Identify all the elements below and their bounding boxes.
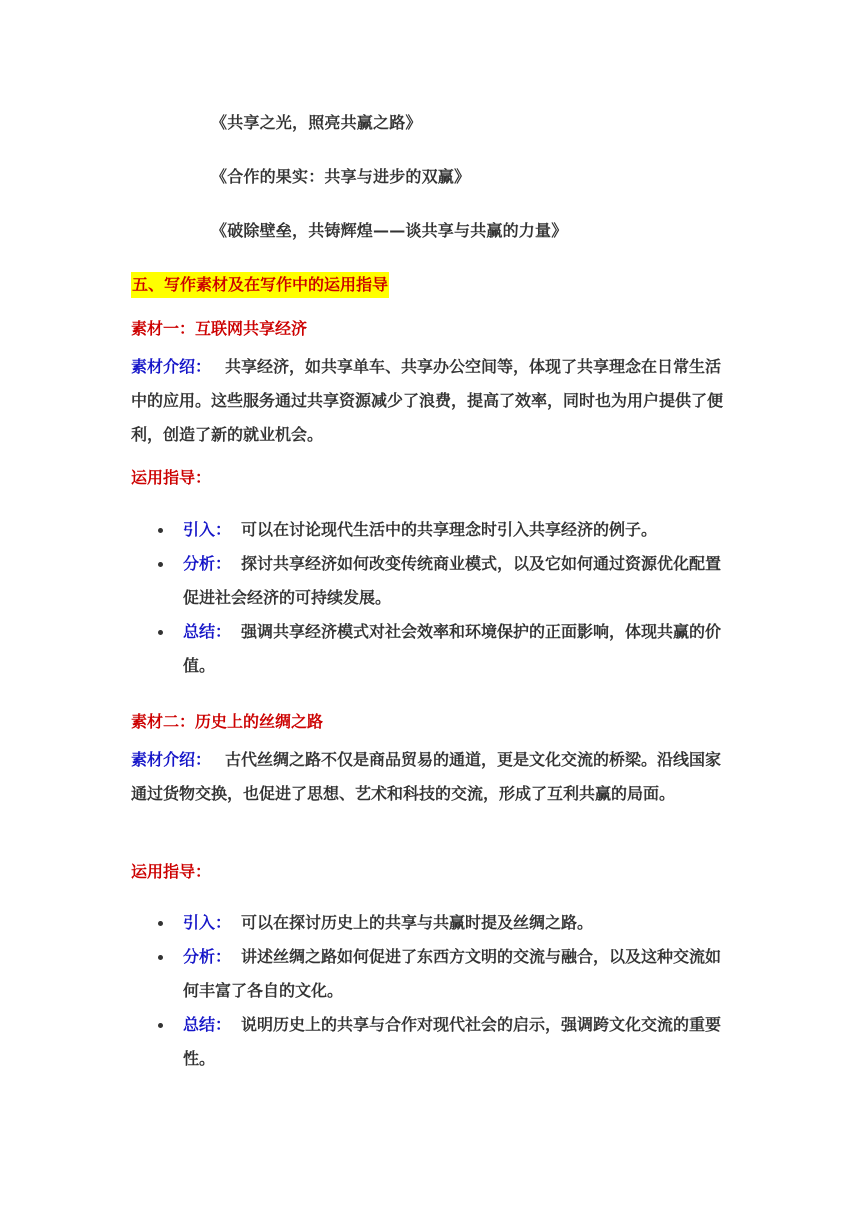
bullet-label: 总结： [183,622,232,641]
material-1-heading: 素材一：互联网共享经济 [131,319,308,338]
bullet-text: 可以在讨论现代生活中的共享理念时引入共享经济的例子。 [241,520,658,539]
material-2-bullet-list [131,906,731,1076]
bullet-label: 分析： [183,554,232,573]
list-item [131,940,731,1008]
material-1-guide-label: 运用指导： [131,468,212,487]
list-item [131,513,731,547]
material-2-intro [131,743,731,811]
bullet-text: 强调共享经济模式对社会效率和环境保护的正面影响，体现共赢的价值。 [183,622,722,675]
essay-title-2: 《合作的果实：共享与进步的双赢》 [211,167,471,186]
bullet-icon [158,955,163,960]
list-item [131,1008,731,1076]
material-2-guide-label: 运用指导： [131,862,212,881]
bullet-label: 引入： [183,520,232,539]
bullet-label: 分析： [183,947,232,966]
list-item [131,547,731,615]
material-1-intro-label: 素材介绍： [131,357,212,376]
bullet-text: 讲述丝绸之路如何促进了东西方文明的交流与融合，以及这种交流如何丰富了各自的文化。 [183,947,722,1000]
bullet-icon [158,1023,163,1028]
bullet-icon [158,630,163,635]
bullet-icon [158,921,163,926]
section-heading [131,272,389,295]
material-2-intro-label: 素材介绍： [131,750,212,769]
material-1-intro-text: 共享经济，如共享单车、共享办公空间等，体现了共享理念在日常生活中的应用。这些服务通过共享资源减少了浪费，提高了效率，同时也为用户提供了便利，创造了新的就业机会。 [131,357,724,444]
material-1-intro [131,350,731,452]
bullet-icon [158,562,163,567]
list-item [131,615,731,683]
essay-title-3: 《破除壁垒，共铸辉煌——谈共享与共赢的力量》 [211,221,568,240]
bullet-text: 说明历史上的共享与合作对现代社会的启示，强调跨文化交流的重要性。 [183,1015,722,1068]
material-2-heading: 素材二：历史上的丝绸之路 [131,712,324,731]
material-1-bullet-list [131,513,731,683]
bullet-label: 引入： [183,913,232,932]
bullet-text: 可以在探讨历史上的共享与共赢时提及丝绸之路。 [241,913,594,932]
bullet-label: 总结： [183,1015,232,1034]
bullet-icon [158,528,163,533]
bullet-text: 探讨共享经济如何改变传统商业模式，以及它如何通过资源优化配置促进社会经济的可持续发展。 [183,554,722,607]
essay-title-1: 《共享之光，照亮共赢之路》 [211,113,422,132]
list-item [131,906,731,940]
section-heading-text: 五、写作素材及在写作中的运用指导 [131,272,389,298]
material-2-intro-text: 古代丝绸之路不仅是商品贸易的通道，更是文化交流的桥梁。沿线国家通过货物交换，也促进了思想、艺术和科技的交流，形成了互利共赢的局面。 [131,750,722,803]
